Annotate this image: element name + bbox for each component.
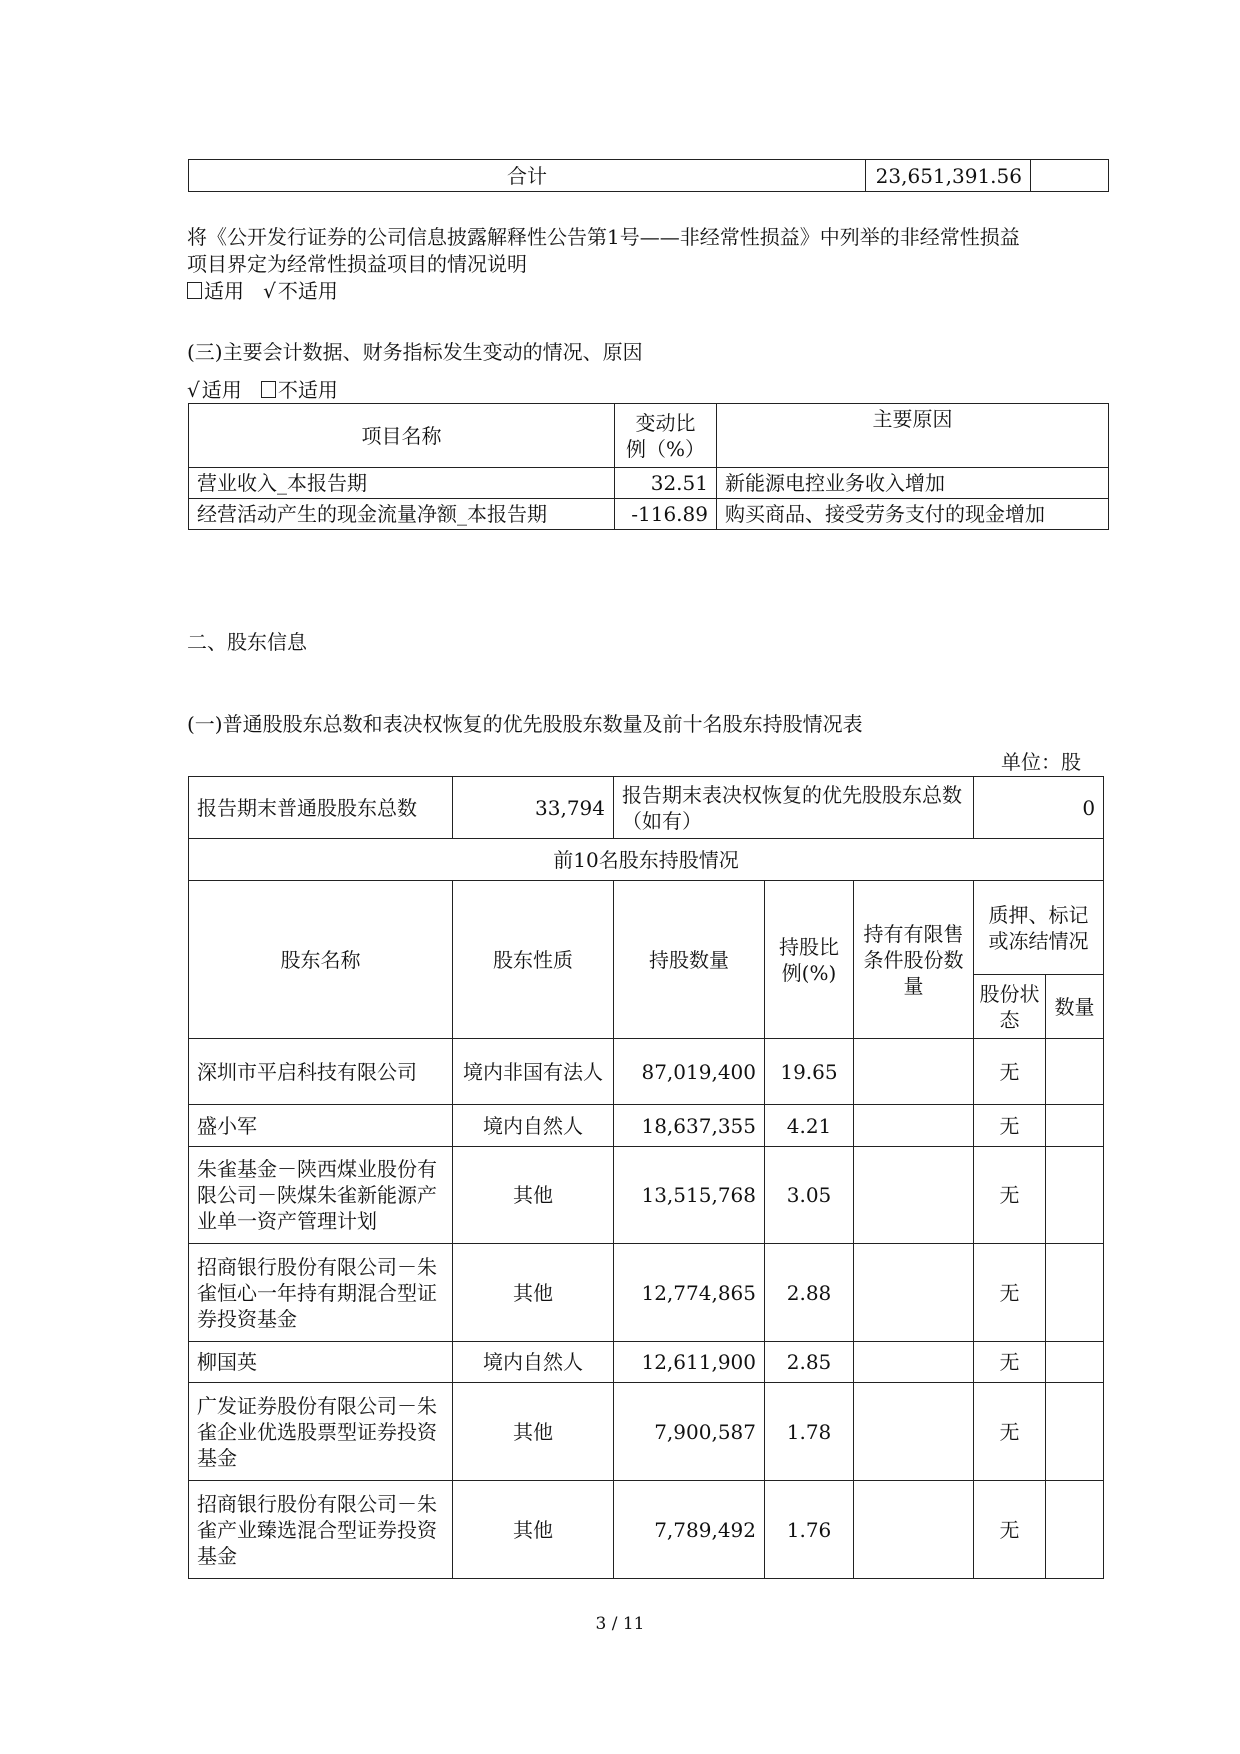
unchecked-box-icon <box>261 381 276 398</box>
holder-name: 柳国英 <box>189 1342 453 1383</box>
holder-shares: 18,637,355 <box>614 1105 765 1147</box>
holder-status: 无 <box>974 1105 1046 1147</box>
nonrecurring-line1: 将《公开发行证券的公司信息披露解释性公告第1号——非经常性损益》中列举的非经常性损益 <box>187 225 1020 249</box>
holder-ratio: 3.05 <box>765 1147 854 1244</box>
holder-name: 广发证券股份有限公司－朱雀企业优选股票型证券投资基金 <box>189 1383 453 1481</box>
main-reason: 新能源电控业务收入增加 <box>717 468 1109 499</box>
unit-label: 单位：股 <box>1001 750 1081 774</box>
header-change-ratio-line2: 例（%） <box>625 436 705 461</box>
holder-restricted <box>854 1147 974 1244</box>
shareholder-table <box>188 776 1104 1579</box>
change-ratio: -116.89 <box>615 499 717 530</box>
section3-applicable: 适用 <box>201 378 242 402</box>
holder-name: 朱雀基金－陕西煤业股份有限公司－陕煤朱雀新能源产业单一资产管理计划 <box>189 1147 453 1244</box>
item-name: 营业收入_本报告期 <box>189 468 615 499</box>
holder-qty <box>1046 1342 1104 1383</box>
header-pledge: 质押、标记或冻结情况 <box>974 881 1104 975</box>
holder-restricted <box>854 1481 974 1579</box>
holder-shares: 87,019,400 <box>614 1039 765 1105</box>
holder-ratio: 1.76 <box>765 1481 854 1579</box>
header-restricted: 持有有限售条件股份数量 <box>854 881 974 1039</box>
total-amount: 23,651,391.56 <box>866 160 1031 192</box>
section-two-title: 二、股东信息 <box>187 630 307 654</box>
holder-nature: 境内自然人 <box>453 1342 614 1383</box>
holder-qty <box>1046 1105 1104 1147</box>
holder-status: 无 <box>974 1383 1046 1481</box>
holder-ratio: 2.85 <box>765 1342 854 1383</box>
header-holder-name: 股东名称 <box>189 881 453 1039</box>
header-item-name: 项目名称 <box>189 404 615 468</box>
table-row <box>189 1244 1104 1342</box>
holder-status: 无 <box>974 1481 1046 1579</box>
table-row <box>189 1147 1104 1244</box>
nonrecurring-not-applicable: 不适用 <box>277 279 338 303</box>
holder-qty <box>1046 1244 1104 1342</box>
holder-qty <box>1046 1147 1104 1244</box>
holder-nature: 境内非国有法人 <box>453 1039 614 1105</box>
pref-holders-label: 报告期末表决权恢复的优先股股东总数（如有） <box>614 777 974 839</box>
total-table <box>188 159 1109 192</box>
holder-shares: 7,900,587 <box>614 1383 765 1481</box>
holder-shares: 12,611,900 <box>614 1342 765 1383</box>
holder-qty <box>1046 1481 1104 1579</box>
holder-status: 无 <box>974 1147 1046 1244</box>
header-change-ratio <box>615 404 717 468</box>
holder-restricted <box>854 1383 974 1481</box>
total-label: 合计 <box>189 160 866 192</box>
table-row <box>189 499 1109 530</box>
total-holders-value: 33,794 <box>453 777 614 839</box>
main-reason: 购买商品、接受劳务支付的现金增加 <box>717 499 1109 530</box>
holder-shares: 12,774,865 <box>614 1244 765 1342</box>
holder-qty <box>1046 1039 1104 1105</box>
top10-title: 前10名股东持股情况 <box>189 839 1104 881</box>
holder-ratio: 4.21 <box>765 1105 854 1147</box>
table-row <box>189 468 1109 499</box>
table-row <box>189 1481 1104 1579</box>
nonrecurring-line2: 项目界定为经常性损益项目的情况说明 <box>187 252 527 276</box>
holder-nature: 境内自然人 <box>453 1105 614 1147</box>
holder-ratio: 2.88 <box>765 1244 854 1342</box>
header-qty: 数量 <box>1046 975 1104 1039</box>
header-status: 股份状态 <box>974 975 1046 1039</box>
header-shares: 持股数量 <box>614 881 765 1039</box>
holder-status: 无 <box>974 1244 1046 1342</box>
holder-nature: 其他 <box>453 1244 614 1342</box>
holder-restricted <box>854 1342 974 1383</box>
holder-shares: 7,789,492 <box>614 1481 765 1579</box>
holder-ratio: 1.78 <box>765 1383 854 1481</box>
pref-holders-value: 0 <box>974 777 1104 839</box>
total-holders-label: 报告期末普通股股东总数 <box>189 777 453 839</box>
holder-nature: 其他 <box>453 1383 614 1481</box>
section3-title: (三)主要会计数据、财务指标发生变动的情况、原因 <box>187 340 643 364</box>
holder-name: 盛小军 <box>189 1105 453 1147</box>
holder-name: 招商银行股份有限公司－朱雀恒心一年持有期混合型证券投资基金 <box>189 1244 453 1342</box>
nonrecurring-options <box>187 278 338 305</box>
checkmark-icon: √ <box>263 279 276 303</box>
change-ratio: 32.51 <box>615 468 717 499</box>
item-name: 经营活动产生的现金流量净额_本报告期 <box>189 499 615 530</box>
holder-nature: 其他 <box>453 1147 614 1244</box>
holder-qty <box>1046 1383 1104 1481</box>
header-holder-nature: 股东性质 <box>453 881 614 1039</box>
page-number: 3 / 11 <box>595 1614 645 1634</box>
nonrecurring-applicable: 适用 <box>204 279 244 303</box>
section3-not-applicable: 不适用 <box>277 378 338 402</box>
table-row <box>189 1383 1104 1481</box>
checkmark-icon: √ <box>187 378 200 402</box>
change-table <box>188 403 1109 530</box>
holder-restricted <box>854 1244 974 1342</box>
holder-status: 无 <box>974 1342 1046 1383</box>
table-row <box>189 1105 1104 1147</box>
header-main-reason: 主要原因 <box>717 404 1109 468</box>
holder-status: 无 <box>974 1039 1046 1105</box>
total-extra <box>1031 160 1109 192</box>
header-change-ratio-line1: 变动比 <box>635 410 696 435</box>
holder-name: 深圳市平启科技有限公司 <box>189 1039 453 1105</box>
section-one-title: (一)普通股股东总数和表决权恢复的优先股股东数量及前十名股东持股情况表 <box>187 712 863 736</box>
header-ratio: 持股比例(%) <box>765 881 854 1039</box>
section3-options <box>187 377 338 404</box>
table-row <box>189 1039 1104 1105</box>
holder-restricted <box>854 1105 974 1147</box>
holder-ratio: 19.65 <box>765 1039 854 1105</box>
unchecked-box-icon <box>187 282 202 299</box>
holder-name: 招商银行股份有限公司－朱雀产业臻选混合型证券投资基金 <box>189 1481 453 1579</box>
holder-nature: 其他 <box>453 1481 614 1579</box>
holder-shares: 13,515,768 <box>614 1147 765 1244</box>
holder-restricted <box>854 1039 974 1105</box>
table-row <box>189 1342 1104 1383</box>
